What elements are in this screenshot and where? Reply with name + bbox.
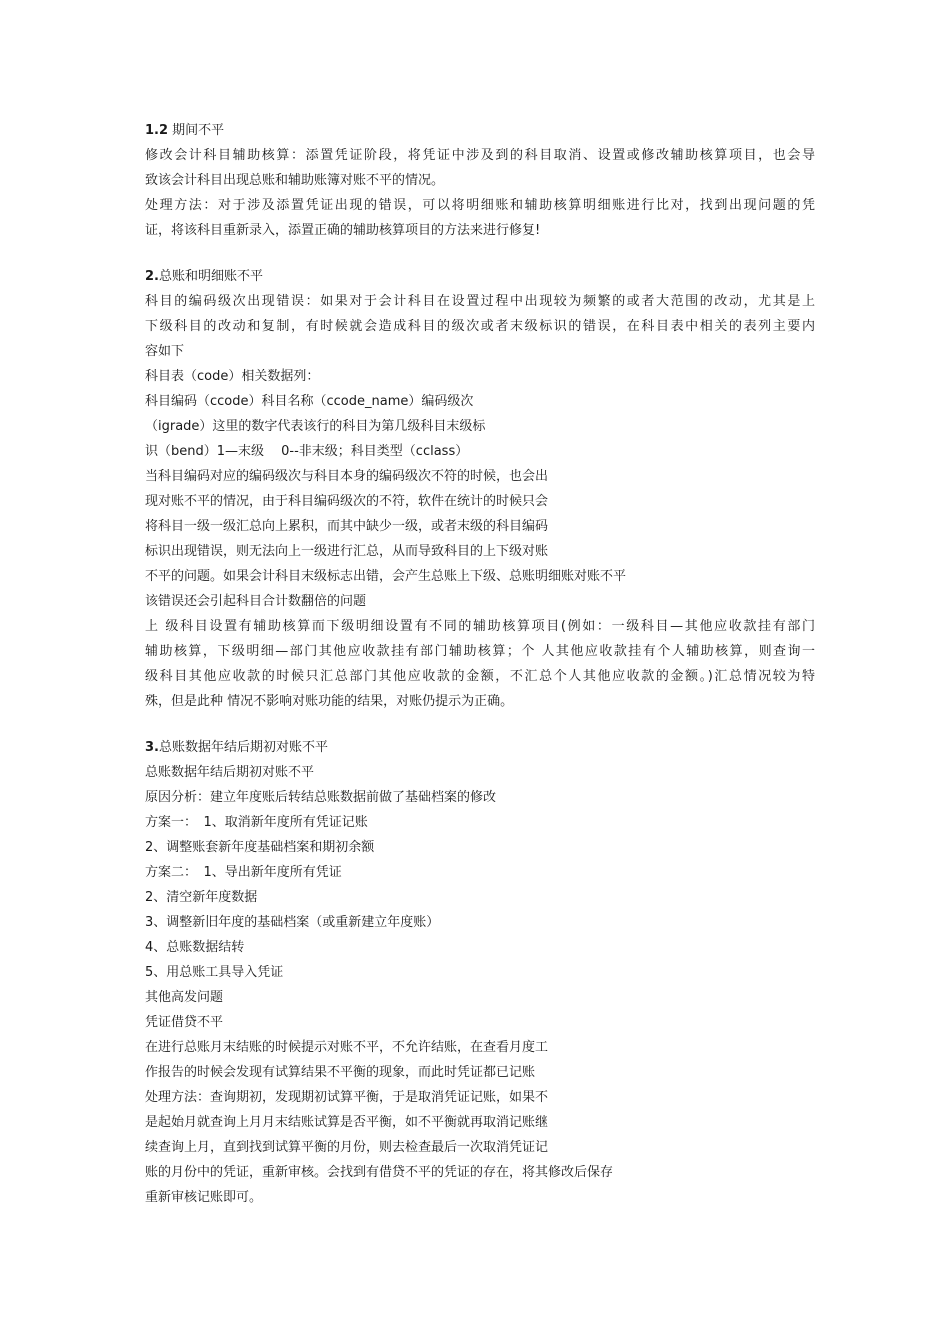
paragraph-line: 标识出现错误，则无法向上一级进行汇总，从而导致科目的上下级对账	[145, 544, 549, 559]
section-title-3: 总账数据年结后期初对账不平	[158, 740, 328, 755]
paragraph-line: 上 级科目设置有辅助核算而下级明细设置有不同的辅助核算项目(例如：一级科目—其他应收款挂有部门	[145, 619, 815, 634]
document-page	[145, 118, 815, 1210]
paragraph-line: 账的月份中的凭证，重新审核。会找到有借贷不平的凭证的存在，将其修改后保存	[145, 1165, 614, 1180]
section-number-3: 3.	[145, 740, 159, 755]
paragraph-line: 科目的编码级次出现错误：如果对于会计科目在设置过程中出现较为频繁的或者大范围的改动，尤其是上	[145, 294, 815, 309]
paragraph-line: 续查询上月，直到找到试算平衡的月份，则去检查最后一次取消凭证记	[145, 1140, 549, 1155]
section-heading-1	[145, 118, 815, 143]
paragraph-line: 现对账不平的情况，由于科目编码级次的不符，软件在统计的时候只会	[145, 494, 549, 509]
section-title-2: 总账和明细账不平	[158, 269, 263, 284]
paragraph-line: 辅助核算，下级明细—部门其他应收款挂有部门辅助核算；个 人其他应收款挂有个人辅助核算，则查询一	[145, 644, 815, 659]
paragraph-line: 当科目编码对应的编码级次与科目本身的编码级次不符的时候，也会出	[145, 469, 549, 484]
paragraph-line: 致该会计科目出现总账和辅助账簿对账不平的情况。	[145, 173, 445, 188]
paragraph-line: 5、用总账工具导入凭证	[145, 965, 284, 980]
paragraph-line: 总账数据年结后期初对账不平	[145, 765, 315, 780]
paragraph-line: 科目编码（ccode）科目名称（ccode_name）编码级次	[145, 394, 474, 409]
paragraph-line: 处理方法：对于涉及添置凭证出现的错误，可以将明细账和辅助核算明细账进行比对，找到出现问题的凭	[145, 198, 815, 213]
section-title-1: 期间不平	[168, 123, 225, 138]
paragraph-line: 方案二： 1、导出新年度所有凭证	[145, 865, 342, 880]
paragraph-line: 级科目其他应收款的时候只汇总部门其他应收款的金额，不汇总个人其他应收款的金额。)汇总情况较为特	[145, 669, 815, 684]
section-number-2: 2.	[145, 269, 159, 284]
paragraph-line: 重新审核记账即可。	[145, 1190, 263, 1205]
section-gap	[145, 243, 815, 264]
paragraph-line: 2、清空新年度数据	[145, 890, 258, 905]
paragraph-line: 该错误还会引起科目合计数翻倍的问题	[145, 594, 367, 609]
section-heading-2	[145, 264, 815, 289]
paragraph-line: 凭证借贷不平	[145, 1015, 224, 1030]
paragraph-line: 是起始月就查询上月月末结账试算是否平衡，如不平衡就再取消记账继	[145, 1115, 549, 1130]
paragraph-line: 不平的问题。如果会计科目末级标志出错，会产生总账上下级、总账明细账对账不平	[145, 569, 627, 584]
paragraph-line: 下级科目的改动和复制，有时候就会造成科目的级次或者末级标识的错误，在科目表中相关的表列主要内	[145, 319, 815, 334]
section-number-1: 1.2	[145, 123, 169, 138]
paragraph-line: 处理方法：查询期初，发现期初试算平衡，于是取消凭证记账，如果不	[145, 1090, 549, 1105]
paragraph-line: 识（bend）1—末级 0--非末级；科目类型（cclass）	[145, 444, 469, 459]
paragraph-line: 3、调整新旧年度的基础档案（或重新建立年度账）	[145, 915, 440, 930]
paragraph-line: 容如下	[145, 344, 185, 359]
paragraph-line: 殊，但是此种 情况不影响对账功能的结果，对账仍提示为正确。	[145, 694, 514, 709]
paragraph-line: （igrade）这里的数字代表该行的科目为第几级科目末级标	[145, 419, 486, 434]
paragraph-line: 作报告的时候会发现有试算结果不平衡的现象，而此时凭证都已记账	[145, 1065, 536, 1080]
section-gap	[145, 714, 815, 735]
section-heading-3	[145, 735, 815, 760]
paragraph-line: 修改会计科目辅助核算：添置凭证阶段，将凭证中涉及到的科目取消、设置或修改辅助核算项目，也会导	[145, 148, 815, 163]
paragraph-line: 科目表（code）相关数据列：	[145, 369, 320, 384]
paragraph-line: 原因分析：建立年度账后转结总账数据前做了基础档案的修改	[145, 790, 497, 805]
paragraph-line: 在进行总账月末结账的时候提示对账不平，不允许结账，在查看月度工	[145, 1040, 549, 1055]
paragraph-line: 方案一： 1、取消新年度所有凭证记账	[145, 815, 368, 830]
paragraph-line: 将科目一级一级汇总向上累积，而其中缺少一级，或者末级的科目编码	[145, 519, 549, 534]
paragraph-line: 证，将该科目重新录入，添置正确的辅助核算项目的方法来进行修复!	[145, 223, 541, 238]
paragraph-line: 4、总账数据结转	[145, 940, 245, 955]
paragraph-line: 其他高发问题	[145, 990, 224, 1005]
paragraph-line: 2、调整账套新年度基础档案和期初余额	[145, 840, 375, 855]
